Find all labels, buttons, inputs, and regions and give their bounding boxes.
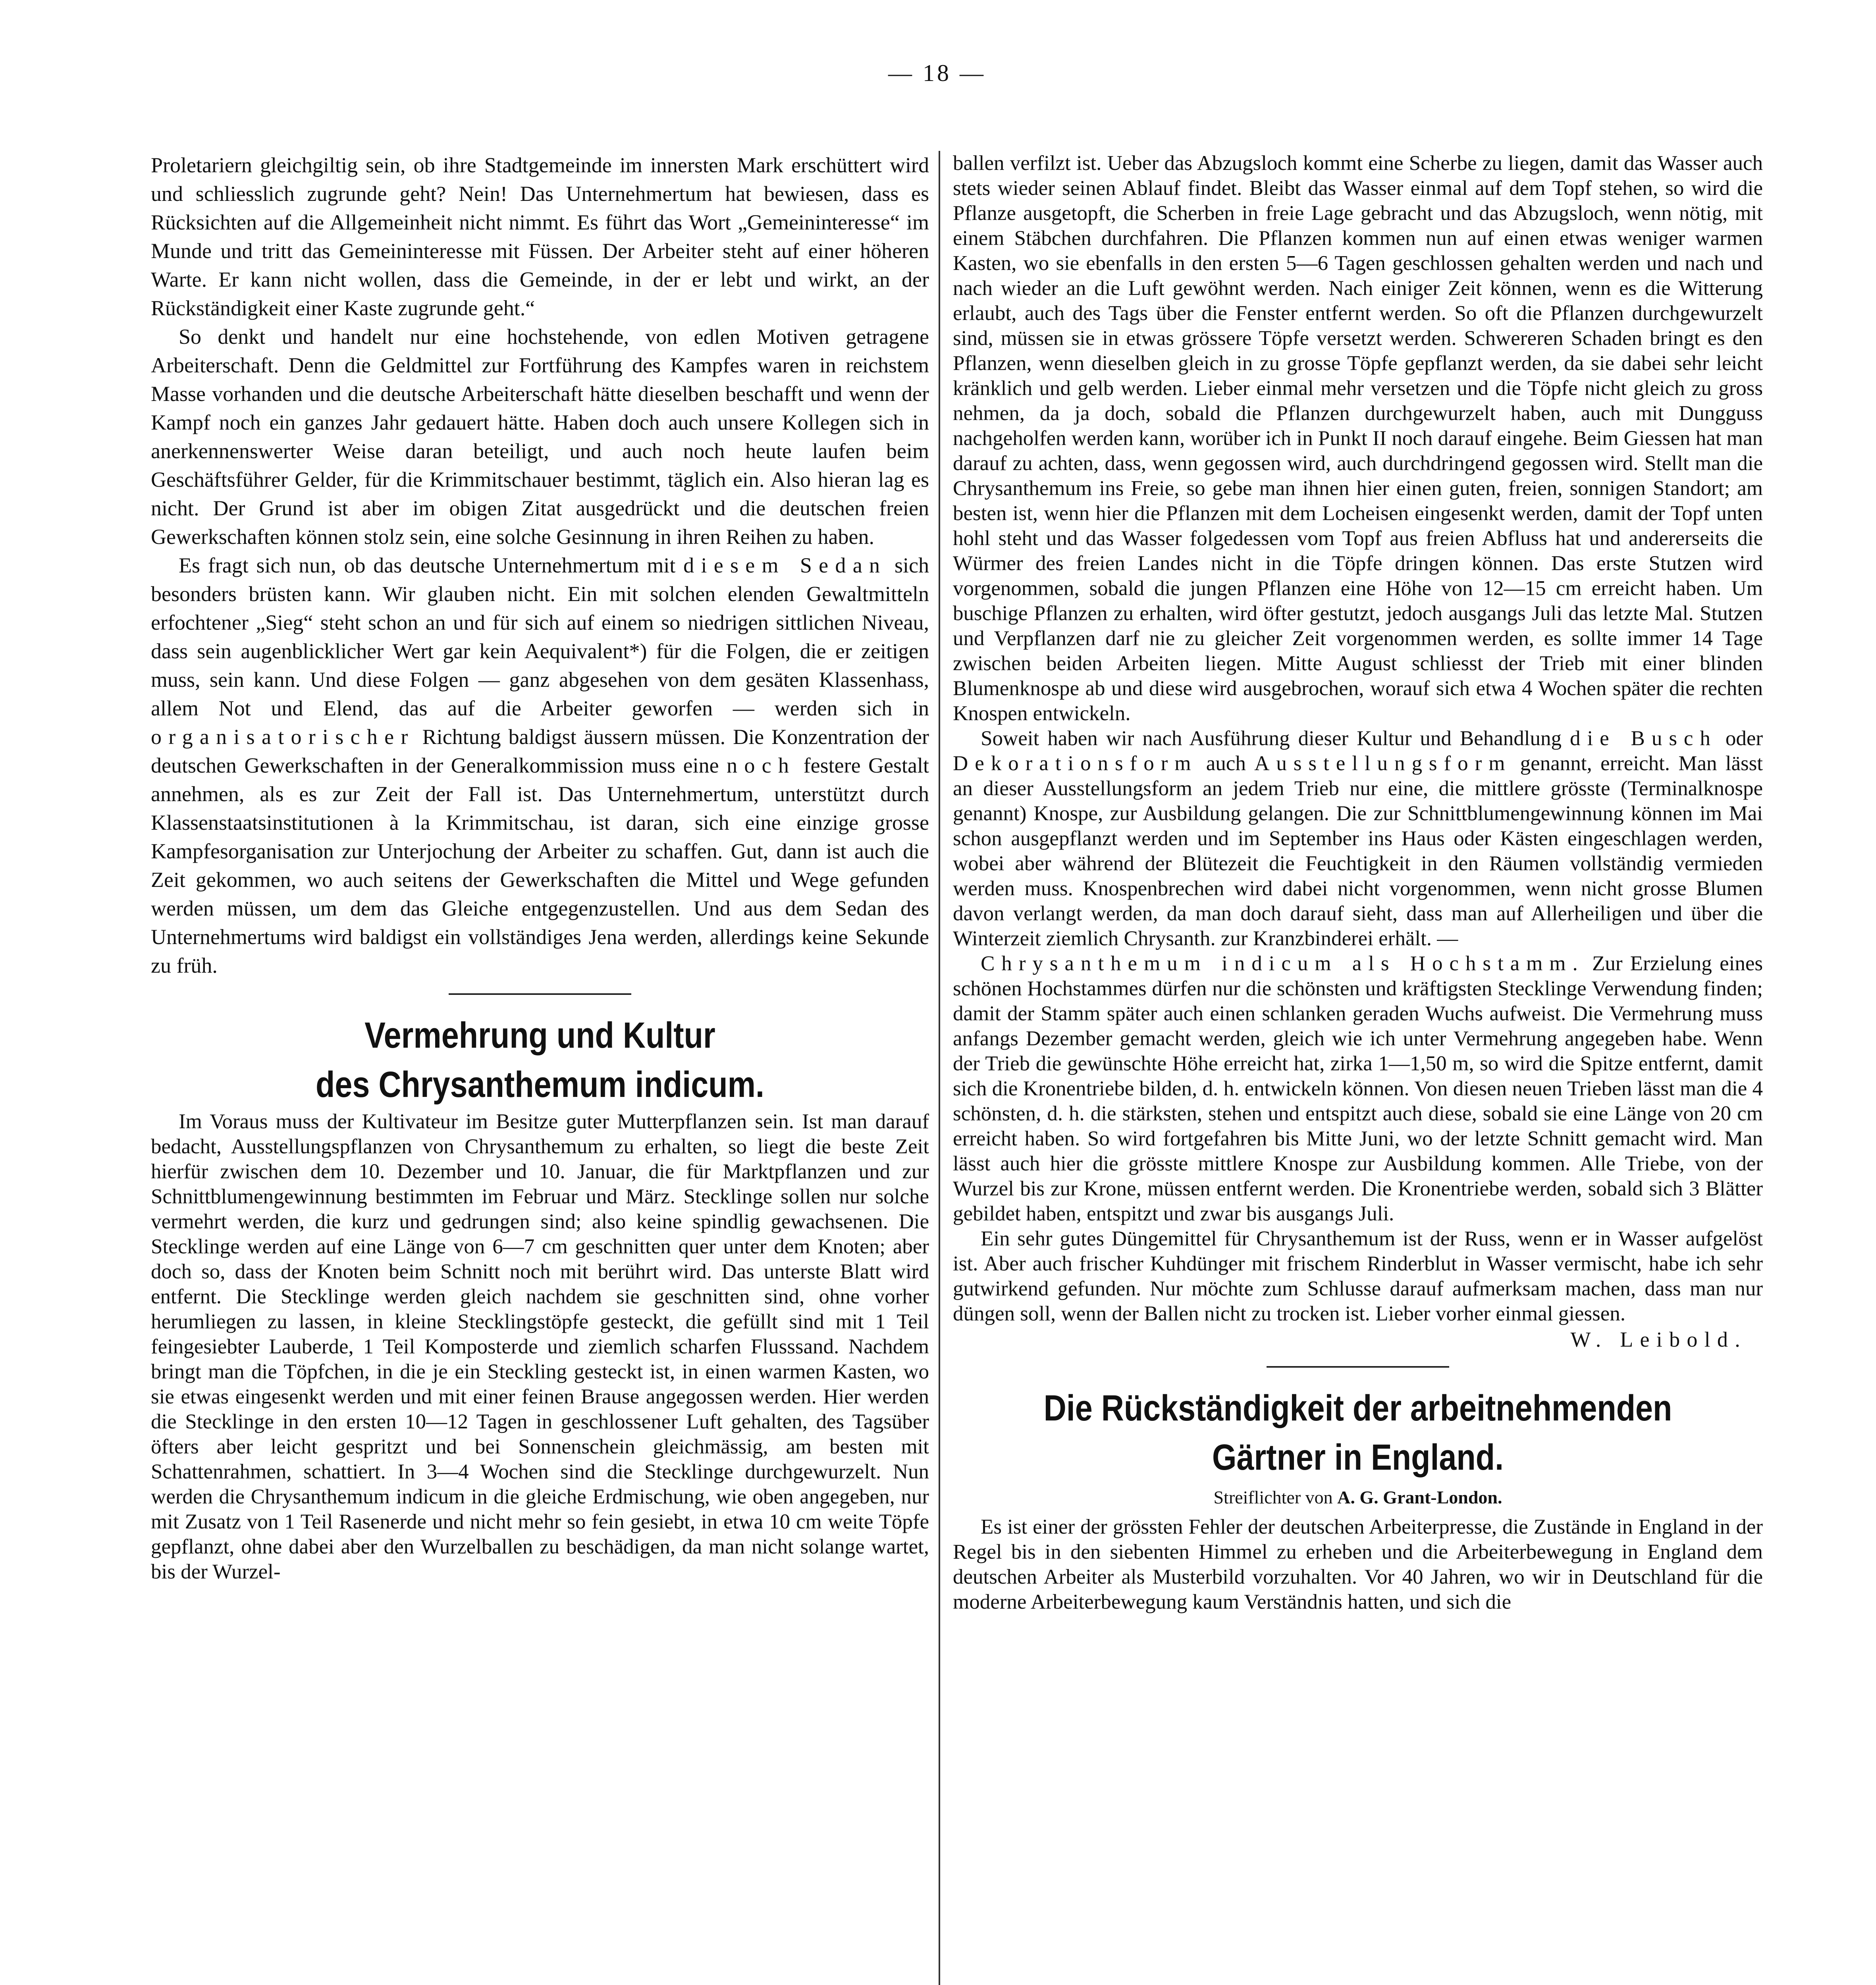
article-title-line: des Chrysanthemum indicum.	[316, 1064, 764, 1105]
paragraph-text: Soweit haben wir nach Ausführung dieser Kultur und Behandlung	[981, 727, 1562, 750]
byline	[953, 1484, 1763, 1511]
left-column	[151, 151, 929, 1985]
paragraph	[953, 726, 1763, 951]
section-divider	[1267, 1366, 1449, 1368]
author-signature: W. Leibold.	[1570, 1328, 1747, 1351]
spaced-emphasis: organisatorischer	[151, 725, 415, 749]
paragraph	[151, 551, 929, 980]
paragraph: Ein sehr gutes Düngemittel für Chrysanthemum ist der Russ, wenn er in Wasser aufgelöst ist. Aber auch frischer Kuhdünger mit frischem Rinderblut in Wasser vermischt, habe ich sehr gutwirkend gefunden. Nur möchte zum Schlusse darauf aufmerksam machen, dass man nur düngen soll, wenn der Ballen nicht zu trocken ist. Lieber vorher einmal giessen.	[953, 1227, 1763, 1325]
spaced-emphasis: Ausstellungsform	[1254, 752, 1512, 775]
paragraph-text: auch	[1206, 752, 1246, 775]
paragraph-text: genannt, erreicht. Man lässt an dieser Ausstellungsform an jedem Trieb nur eine, die mittlere grösste (Terminalknospe genannt) Knospe, zur Ausbildung gelangen. Die zur Schnittblumengewinnung können im Mai schon ausgepflanzt werden und im September ins Haus oder Kästen eingeschlagen werden, wobei aber während der Blütezeit die Feuchtigkeit in den Räumen vollständig vermieden werden muss. Knospenbrechen wird dabei nicht vorgenommen, wenn nicht grosse Blumen davon verlangt werden, da man doch darauf sieht, dass man auf Allerheiligen und über die Winterzeit ziemlich Chrysanth. zur Kranzbinderei erhält. —	[953, 752, 1763, 950]
continued-paragraph: Proletariern gleichgiltig sein, ob ihre Stadtgemeinde im innersten Mark erschüttert wird und schliesslich zugrunde geht? Nein! Das Unternehmertum hat bewiesen, dass es Rücksichten auf die Allgemeinheit nicht nimmt. Es führt das Wort „Gemeininteresse“ im Munde und tritt das Gemeininteresse mit Füssen. Der Arbeiter steht auf einer höheren Warte. Er kann nicht wollen, dass die Gemeinde, in der er lebt und wirkt, an der Rückständigkeit einer Kaste zugrunde geht.“	[151, 153, 929, 320]
paragraph-text: festere Gestalt annehmen, als es zur Zeit der Fall ist. Das Unternehmertum, unterstützt durch Klassenstaatsinstitutionen à la Krimmitschau, ist daran, sich eine einzige grosse Kampfesorganisation zur Unterjochung der Arbeiter zu schaffen. Gut, dann ist auch die Zeit gekommen, wo auch seitens der Gewerkschaften die Mittel und Wege gefunden werden müssen, um dem das Gleiche entgegenzustellen. Und aus dem Sedan des Unternehmertums wird baldigst ein vollständiges Jena werden, allerdings keine Sekunde zu früh.	[151, 754, 929, 977]
spaced-emphasis: die Busch	[1570, 727, 1717, 750]
paragraph-text: sich besonders brüsten kann. Wir glauben nicht. Ein mit solchen elenden Gewaltmitteln erfochtener „Sieg“ steht schon an und für sich auf einem so niedrigen sittlichen Niveau, dass sein augenblicklicher Wert gar kein Aequivalent*) für die Folgen, die er zeitigen muss, sein kann. Und diese Folgen — ganz abgesehen von dem gesäten Klassenhass, allem Not und Elend, das auf die Arbeiter geworfen — werden sich in	[151, 553, 929, 720]
spaced-emphasis: diesem Sedan	[683, 553, 887, 577]
byline-author: A. G. Grant-London.	[1337, 1487, 1502, 1507]
paragraph-text: Zur Erzielung eines schönen Hochstammes dürfen nur die schönsten und kräftigsten Stecklinge Verwendung finden; damit der Stamm später auch einen schlanken geraden Wuchs aufweist. Die Vermehrung muss anfangs Dezember gemacht werden, gleich wie ich unter Vermehrung angegeben habe. Wenn der Trieb die gewünschte Höhe erreicht hat, zirka 1—1,50 m, so wird die Spitze entfernt, damit sich die Kronentriebe bilden, d. h. entwickeln können. Von diesen neuen Trieben lässt man die 4 schönsten, d. h. die stärksten, stehen und entspitzt auch diese, sobald sie eine Länge von 20 cm erreicht haben. So wird fortgefahren bis Mitte Juni, wo der letzte Schnitt gemacht wird. Man lässt auch hier die grösste mittlere Knospe zur Ausbildung kommen. Alle Triebe, von der Wurzel bis zur Krone, müssen entfernt werden. Die Kronentriebe werden, sobald sich 3 Blätter gebildet haben, entspitzt und zwar bis ausgangs Juli.	[953, 952, 1763, 1225]
paragraph-text: oder	[1725, 727, 1763, 750]
paragraph-text: Es fragt sich nun, ob das deutsche Unternehmertum mit	[179, 553, 676, 577]
column-divider	[939, 151, 940, 1985]
article-title	[205, 1011, 875, 1109]
article-paragraph: Es ist einer der grössten Fehler der deutschen Arbeiterpresse, die Zustände in England in der Regel bis in den siebenten Himmel zu erheben und die Arbeiterbewegung in England dem deutschen Arbeiter als Musterbild vorzuhalten. Vor 40 Jahren, wo wir in Deutschland für die moderne Arbeiterbewegung kaum Verständnis hatten, und sich die	[953, 1515, 1763, 1613]
article-title-line: Die Rückständigkeit der arbeitnehmenden	[1043, 1388, 1672, 1428]
spaced-emphasis: Dekorationsform	[953, 752, 1198, 775]
right-column	[953, 151, 1763, 1985]
byline-prefix: Streiflichter von	[1213, 1487, 1333, 1507]
article-title	[1010, 1384, 1706, 1482]
spaced-emphasis: noch	[727, 754, 796, 777]
paragraph: So denkt und handelt nur eine hochstehende, von edlen Motiven getragene Arbeiterschaft. Denn die Geldmittel zur Fortführung des Kampfes waren in reichstem Masse vorhanden und die deutsche Arbeiterschaft hätte dieselben beschafft und wenn der Kampf noch ein ganzes Jahr gedauert hätte. Haben doch auch unsere Kollegen sich in anerkennenswerter Weise daran beteiligt, und auch noch heute laufen beim Geschäftsführer Gelder, für die Krimmitschauer bestimmt, täglich ein. Also hieran lag es nicht. Der Grund ist aber im obigen Zitat ausgedrückt und die deutschen freien Gewerkschaften können stolz sein, eine solche Gesinnung in ihren Reihen zu haben.	[151, 325, 929, 549]
paragraph	[953, 951, 1763, 1226]
section-divider	[449, 993, 631, 995]
page-number: — 18 —	[888, 60, 986, 86]
article-title-line: Gärtner in England.	[1212, 1437, 1504, 1478]
continued-paragraph: ballen verfilzt ist. Ueber das Abzugsloch kommt eine Scherbe zu liegen, damit das Wasser auch stets wieder seinen Ablauf findet. Bleibt das Wasser einmal auf dem Topf stehen, so wird die Pflanze ausgetopft, die Scherben in freie Lage gebracht und das Abzugsloch, wenn nötig, mit einem Stäbchen durchfahren. Die Pflanzen kommen nun auf einen etwas weniger warmen Kasten, wo sie ebenfalls in den ersten 5—6 Tagen geschlossen gehalten werden und nach und nach wieder an die Luft gewöhnt werden. Nach einiger Zeit können, wenn es die Witterung erlaubt, auch des Tags über die Fenster entfernt werden. So oft die Pflanzen durchgewurzelt sind, müssen sie in etwas grössere Töpfe versetzt werden. Schwereren Schaden bringt es den Pflanzen, wenn dieselben gleich in zu grosse Töpfe gepflanzt werden, da sie dabei sehr leicht kränklich und gelb werden. Lieber einmal mehr versetzen und die Töpfe nicht gleich zu gross nehmen, da ja doch, sobald die Pflanzen durchgewurzelt haben, auch mit Dungguss nachgeholfen werden kann, worüber ich in Punkt II noch darauf eingehe. Beim Giessen hat man darauf zu achten, dass, wenn gegossen wird, auch durchdringend gegossen wird. Stellt man die Chrysanthemum ins Freie, so gebe man ihnen hier einen guten, freien, sonnigen Standort; am besten ist, wenn hier die Pflanzen mit dem Locheisen eingesenkt werden, damit der Topf unten hohl steht und das Wasser folgedessen vom Topf aus freien Abfluss hat und andererseits die Würmer des freien Landes nicht in die Töpfe dringen können. Das erste Stutzen wird vorgenommen, sobald die jungen Pflanzen eine Höhe von 12—15 cm erreicht haben. Um buschige Pflanzen zu erhalten, wird öfter gestutzt, jedoch ausgangs Juli das letzte Mal. Stutzen und Verpflanzen darf nie zu gleicher Zeit vorgenommen werden, es sollte immer 14 Tage zwischen beiden Arbeiten liegen. Mitte August schliesst der Trieb mit einer blinden Blumenknospe ab und diese wird ausgebrochen, worauf sich etwa 4 Wochen später die rechten Knospen entwickeln.	[953, 152, 1763, 725]
spaced-heading: Chrysanthemum indicum als Hochstamm.	[981, 952, 1585, 975]
article-paragraph: Im Voraus muss der Kultivateur im Besitze guter Mutterpflanzen sein. Ist man darauf bedacht, Ausstellungspflanzen von Chrysanthemum zu erhalten, so liegt die beste Zeit hierfür zwischen dem 10. Dezember und 10. Januar, die für Marktpflanzen und zur Schnittblumengewinnung bestimmten im Februar und März. Stecklinge sollen nur solche vermehrt werden, die kurz und gedrungen sind; also keine spindlig gewachsenen. Die Stecklinge werden auf eine Länge von 6—7 cm geschnitten quer unter dem Knoten; aber doch so, dass der Knoten beim Schnitt noch mit berührt wird. Das unterste Blatt wird entfernt. Die Stecklinge werden gleich nachdem sie geschnitten sind, ohne vorher herumliegen zu lassen, in kleine Stecklingstöpfe gesteckt, die gefüllt sind mit 1 Teil feingesiebter Lauberde, 1 Teil Komposterde und ziemlich scharfen Flusssand. Nachdem bringt man die Töpfchen, in die je ein Steckling gesteckt ist, in einen warmen Kasten, wo sie etwas eingesenkt werden und mit einer feinen Brause angegossen werden. Hier werden die Stecklinge in den ersten 10—12 Tagen in geschlossener Luft gehalten, des Tagsüber öfters aber leicht gespritzt und bei Sonnenschein gleichmässig, am besten mit Schattenrahmen, schattiert. In 3—4 Wochen sind die Stecklinge durchgewurzelt. Nun werden die Chrysanthemum indicum in die gleiche Erdmischung, wie oben angegeben, nur mit Zusatz von 1 Teil Rasenerde und nicht mehr so fein gesiebt, in etwa 10 cm weite Töpfe gepflanzt, ohne dabei aber den Wurzelballen zu beschädigen, da man nicht solange wartet, bis der Wurzel-	[151, 1110, 929, 1583]
article-title-line: Vermehrung und Kultur	[364, 1015, 715, 1056]
paragraph-text: Richtung baldigst äussern müssen. Die Konzentration der deutschen Gewerkschaften in der Generalkommission muss eine	[151, 725, 929, 777]
